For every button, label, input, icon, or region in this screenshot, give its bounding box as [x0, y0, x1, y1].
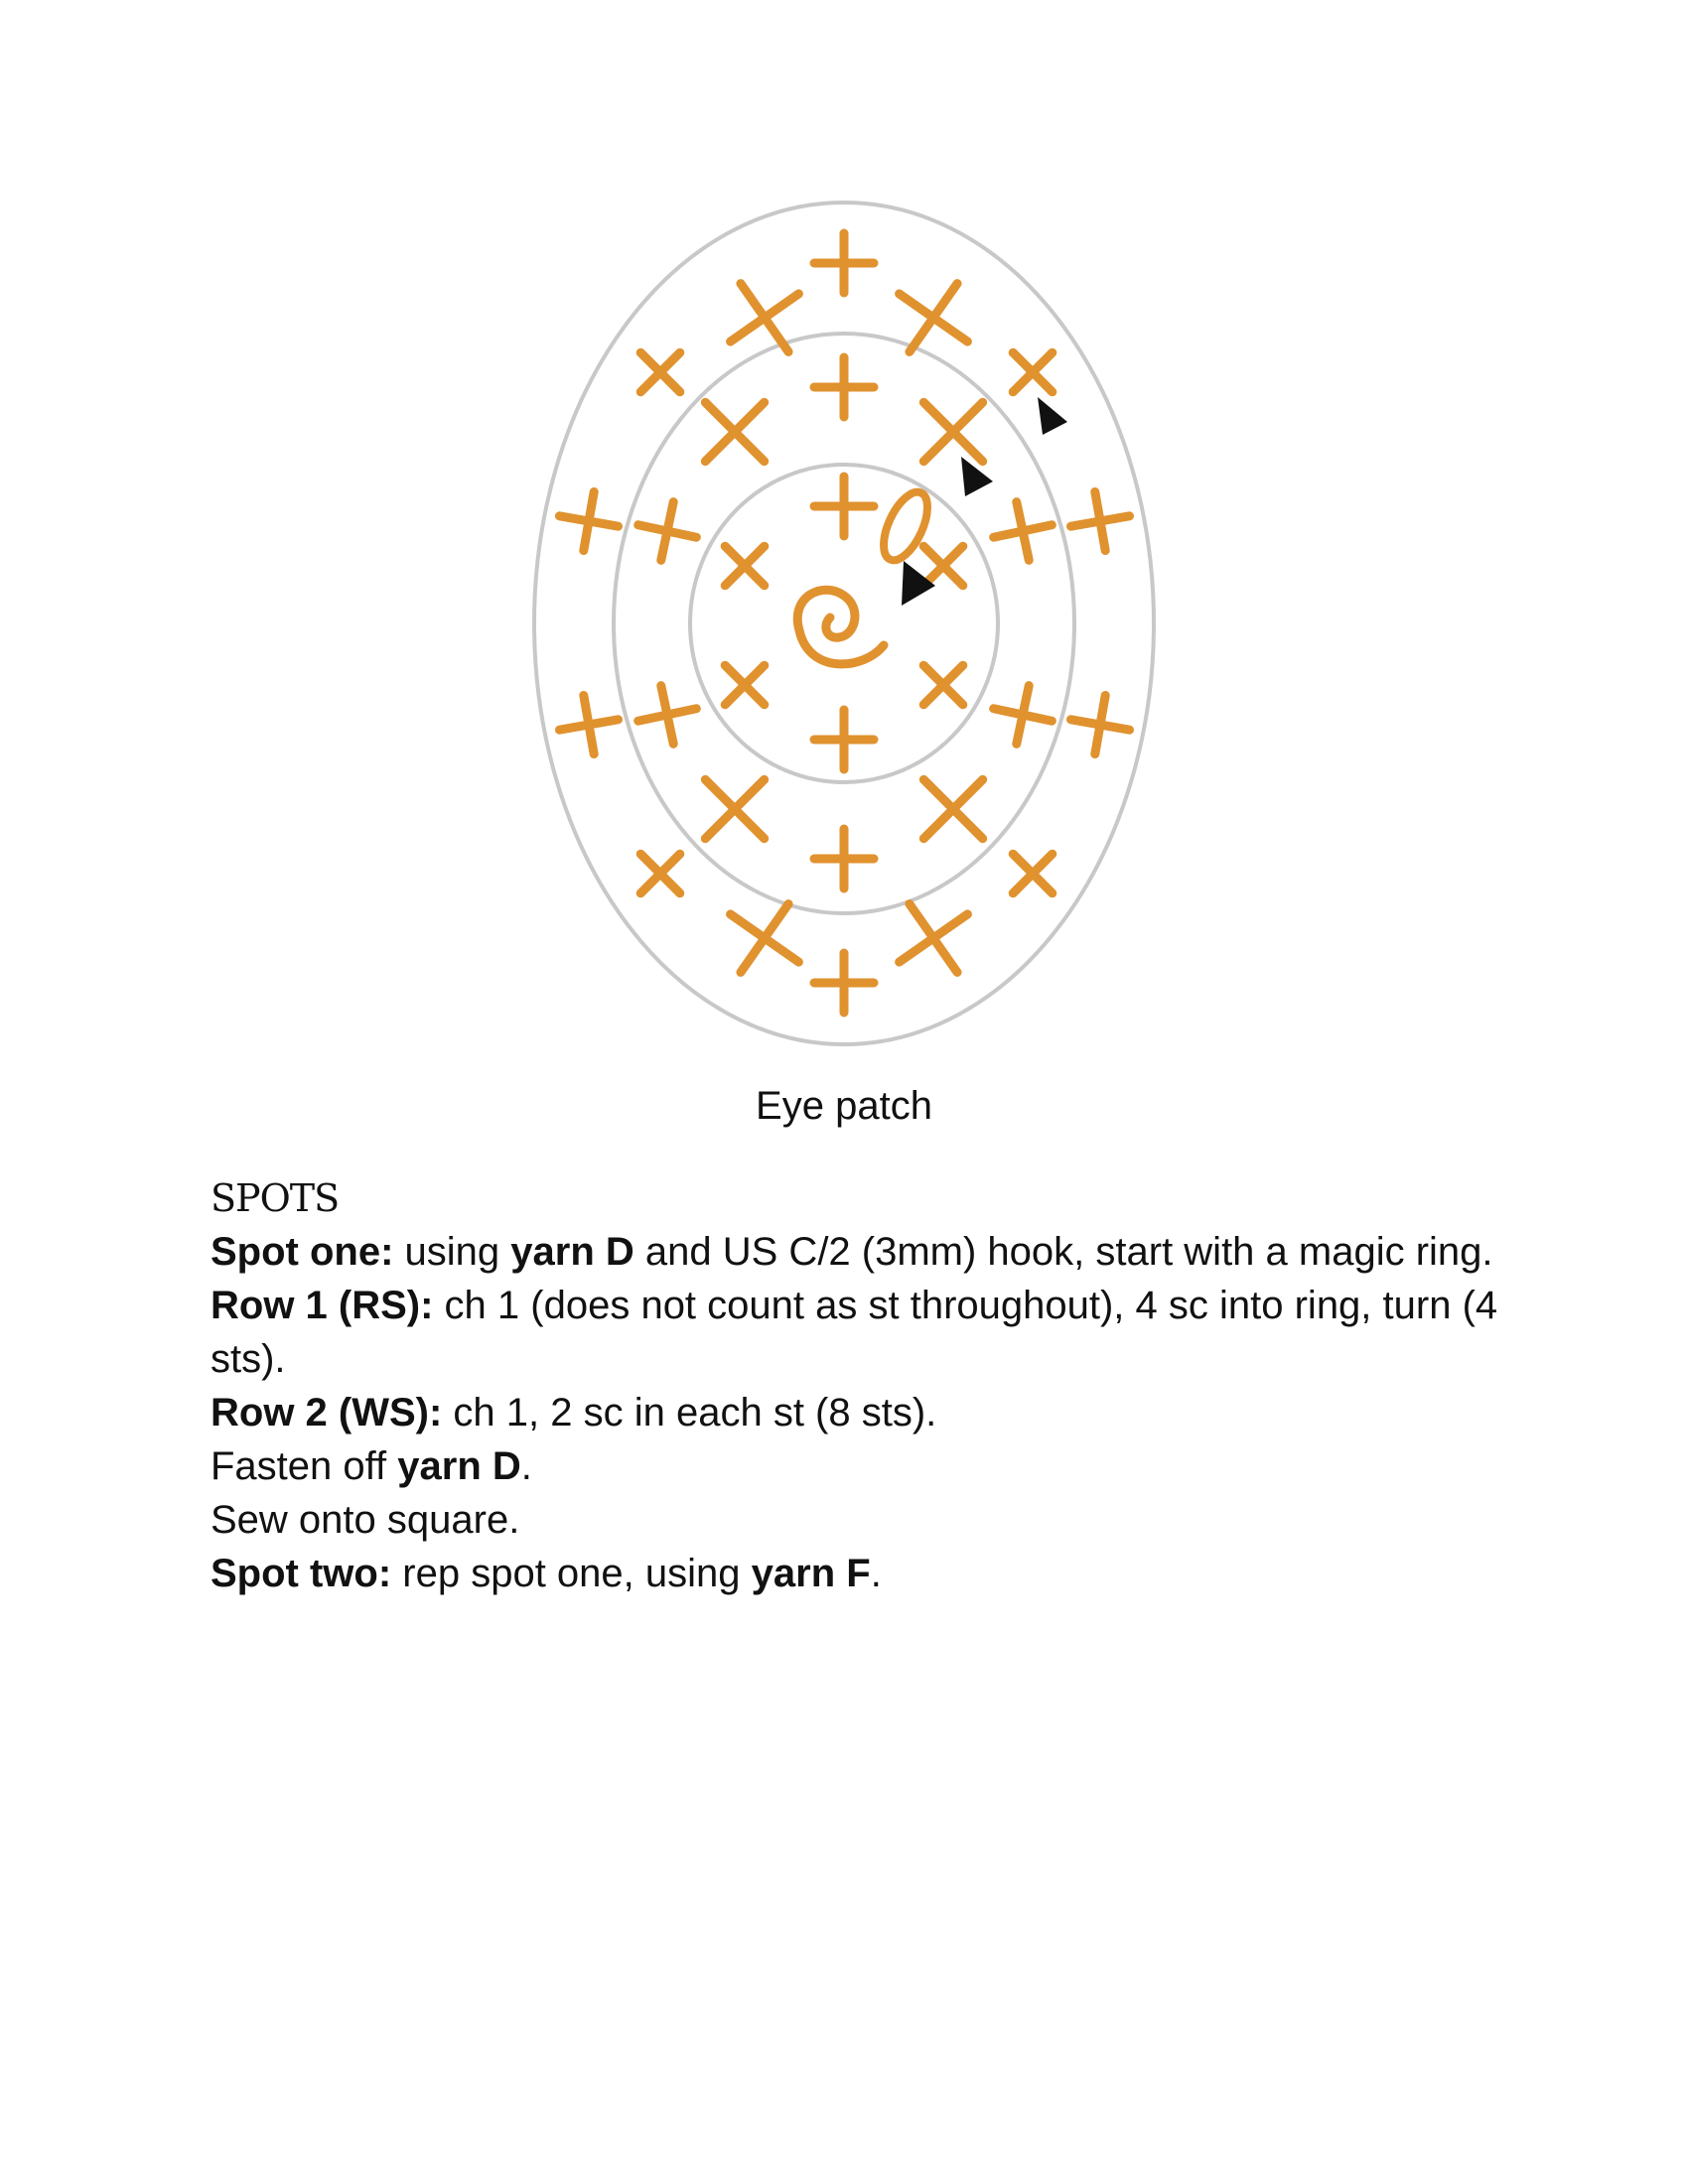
- fasten-text-1: Fasten off: [211, 1444, 398, 1488]
- row-2-text: ch 1, 2 sc in each st (8 sts).: [442, 1391, 937, 1434]
- sc-stitch-icon: [814, 233, 874, 293]
- spot-one-text-2: and US C/2 (3mm) hook, start with a magic ring.: [633, 1230, 1493, 1274]
- sc-stitch-icon: [987, 495, 1057, 566]
- sc-stitch-icon: [705, 526, 783, 605]
- guide-ring-3: [534, 203, 1154, 1044]
- sc-stitch-icon: [554, 690, 624, 759]
- sc-stitch-icon: [676, 373, 794, 491]
- row-1-label: Row 1 (RS):: [211, 1284, 434, 1327]
- turn-marker-icon: [1038, 397, 1067, 435]
- sc-stitch-icon: [814, 953, 874, 1013]
- row-2-label: Row 2 (WS):: [211, 1391, 443, 1434]
- fasten-text-2: .: [520, 1444, 532, 1488]
- row-1-text: ch 1 (does not count as st throughout), 4 sc into ring, turn (4 sts).: [211, 1284, 1498, 1381]
- sc-stitch-icon: [632, 495, 702, 566]
- row-1-paragraph: [211, 1279, 1501, 1386]
- spot-one-text-1: using: [393, 1230, 511, 1274]
- magic-ring-spiral-icon: [797, 590, 884, 664]
- instructions: [211, 1171, 1501, 1600]
- sc-stitch-icon: [1065, 690, 1135, 759]
- spot-one-yarn: yarn D: [510, 1230, 634, 1274]
- fasten-yarn: yarn D: [397, 1444, 521, 1488]
- figure-caption: Eye patch: [756, 1084, 932, 1128]
- sc-stitch-icon: [814, 829, 874, 888]
- sc-stitch-icon: [554, 486, 624, 556]
- sc-stitch-icon: [993, 834, 1071, 912]
- sc-stitch-icon: [987, 679, 1057, 750]
- sc-stitch-icon: [814, 357, 874, 417]
- row-2-paragraph: [211, 1386, 1501, 1439]
- sc-stitch-icon: [814, 477, 874, 536]
- spot-two-paragraph: [211, 1547, 1501, 1600]
- spot-one-label: Spot one:: [211, 1230, 394, 1274]
- stitch-symbols: [554, 233, 1135, 1013]
- sc-stitch-icon: [895, 373, 1013, 491]
- section-heading: SPOTS: [211, 1176, 340, 1220]
- spot-two-yarn: yarn F: [751, 1552, 871, 1595]
- sew-paragraph: Sew onto square.: [211, 1498, 520, 1542]
- sc-stitch-icon: [707, 260, 823, 376]
- sc-stitch-icon: [814, 710, 874, 769]
- sc-stitch-icon: [621, 333, 699, 411]
- sc-stitch-icon: [1065, 486, 1135, 556]
- spot-two-text-2: .: [870, 1552, 882, 1595]
- sc-stitch-icon: [632, 679, 702, 750]
- turn-marker-icon: [961, 457, 993, 496]
- sc-stitch-icon: [993, 333, 1071, 411]
- round-guide-rings: [534, 203, 1154, 1044]
- spot-two-text-1: rep spot one, using: [391, 1552, 752, 1595]
- fasten-off-paragraph: [211, 1439, 1501, 1493]
- sc-stitch-icon: [621, 834, 699, 912]
- sc-stitch-icon: [876, 881, 992, 997]
- turn-marker-icon: [902, 561, 935, 606]
- spot-one-paragraph: [211, 1225, 1501, 1279]
- spot-two-label: Spot two:: [211, 1552, 392, 1595]
